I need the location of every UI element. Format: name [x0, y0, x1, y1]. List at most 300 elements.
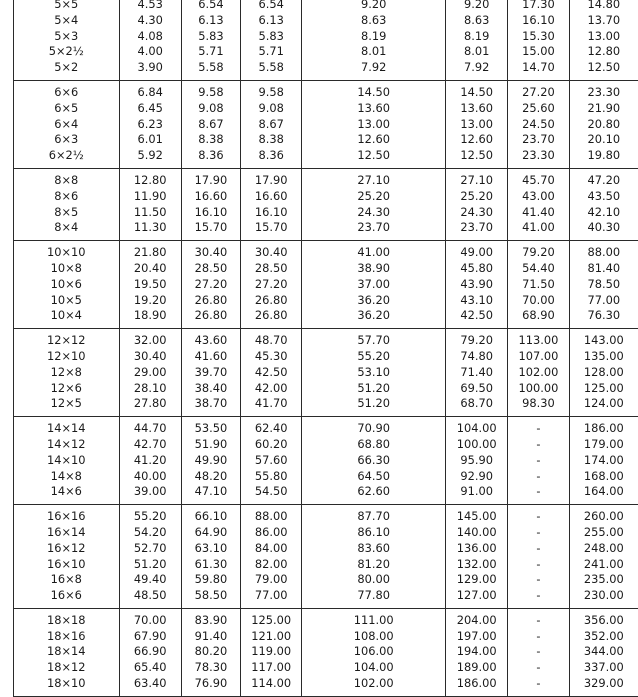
row-label-cell: 10×10	[14, 241, 120, 261]
value-cell: 248.00	[569, 541, 638, 557]
table-row	[14, 261, 638, 277]
table-row	[14, 541, 638, 557]
value-cell: 63.10	[181, 541, 240, 557]
value-cell: 8.63	[302, 13, 446, 29]
value-cell: 37.00	[302, 277, 446, 293]
table-row	[14, 557, 638, 573]
value-cell: 77.00	[241, 588, 302, 608]
value-cell: 42.50	[241, 365, 302, 381]
value-cell: 52.70	[119, 541, 181, 557]
value-cell: 117.00	[241, 660, 302, 676]
value-cell: 36.20	[302, 308, 446, 328]
row-label-cell: 14×14	[14, 417, 120, 437]
value-cell: 76.30	[569, 308, 638, 328]
table-row	[14, 588, 638, 608]
table-row	[14, 44, 638, 60]
value-cell: 43.00	[508, 189, 569, 205]
row-label-cell: 5×3	[14, 29, 120, 45]
value-cell: 7.92	[302, 60, 446, 80]
value-cell: 20.40	[119, 261, 181, 277]
value-cell: 39.70	[181, 365, 240, 381]
row-label-cell: 18×18	[14, 608, 120, 628]
value-cell: 26.80	[241, 308, 302, 328]
value-cell: 4.08	[119, 29, 181, 45]
value-cell: 44.70	[119, 417, 181, 437]
table-row	[14, 437, 638, 453]
value-cell: 5.58	[181, 60, 240, 80]
value-cell: 16.60	[181, 189, 240, 205]
value-cell: 54.20	[119, 525, 181, 541]
value-cell: 51.90	[181, 437, 240, 453]
value-cell: 5.92	[119, 148, 181, 168]
table-row	[14, 220, 638, 240]
value-cell: 45.70	[508, 168, 569, 188]
value-cell: 42.10	[569, 205, 638, 221]
value-cell: -	[508, 541, 569, 557]
table-row	[14, 381, 638, 397]
value-cell: 38.90	[302, 261, 446, 277]
value-cell: 27.10	[446, 168, 508, 188]
value-cell: 23.70	[302, 220, 446, 240]
value-cell: 57.60	[241, 453, 302, 469]
value-cell: -	[508, 557, 569, 573]
value-cell: 70.00	[119, 608, 181, 628]
value-cell: 79.20	[446, 329, 508, 349]
table-row	[14, 417, 638, 437]
value-cell: 70.00	[508, 293, 569, 309]
value-cell: 329.00	[569, 676, 638, 696]
table-row	[14, 13, 638, 29]
value-cell: 12.60	[302, 132, 446, 148]
table-row	[14, 453, 638, 469]
value-cell: 11.50	[119, 205, 181, 221]
value-cell: 36.20	[302, 293, 446, 309]
value-cell: 9.58	[181, 80, 240, 100]
value-cell: 19.20	[119, 293, 181, 309]
value-cell: 5.58	[241, 60, 302, 80]
table-row	[14, 676, 638, 696]
table-row	[14, 572, 638, 588]
value-cell: 23.70	[446, 220, 508, 240]
table-row	[14, 660, 638, 676]
value-cell: 4.53	[119, 0, 181, 13]
row-label-cell: 18×14	[14, 644, 120, 660]
table-row	[14, 608, 638, 628]
value-cell: 60.20	[241, 437, 302, 453]
value-cell: 7.92	[446, 60, 508, 80]
value-cell: 102.00	[508, 365, 569, 381]
value-cell: 47.20	[569, 168, 638, 188]
value-cell: 197.00	[446, 629, 508, 645]
value-cell: 9.08	[181, 101, 240, 117]
value-cell: 54.40	[508, 261, 569, 277]
row-label-cell: 14×10	[14, 453, 120, 469]
value-cell: 43.60	[181, 329, 240, 349]
value-cell: 5.71	[241, 44, 302, 60]
row-label-cell: 14×6	[14, 484, 120, 504]
value-cell: 51.20	[302, 396, 446, 416]
value-cell: 5.83	[241, 29, 302, 45]
value-cell: 68.90	[508, 308, 569, 328]
value-cell: 26.80	[241, 293, 302, 309]
value-cell: 80.00	[302, 572, 446, 588]
value-cell: -	[508, 660, 569, 676]
value-cell: 5.83	[181, 29, 240, 45]
value-cell: 45.80	[446, 261, 508, 277]
value-cell: 38.70	[181, 396, 240, 416]
value-cell: 13.70	[569, 13, 638, 29]
value-cell: 108.00	[302, 629, 446, 645]
value-cell: 66.90	[119, 644, 181, 660]
value-cell: 18.90	[119, 308, 181, 328]
row-label-cell: 5×5	[14, 0, 120, 13]
value-cell: 98.30	[508, 396, 569, 416]
table-row	[14, 308, 638, 328]
value-cell: 51.20	[119, 557, 181, 573]
value-cell: 6.54	[241, 0, 302, 13]
row-label-cell: 12×12	[14, 329, 120, 349]
value-cell: 21.90	[569, 101, 638, 117]
value-cell: 68.80	[302, 437, 446, 453]
value-cell: -	[508, 453, 569, 469]
value-cell: 41.00	[508, 220, 569, 240]
value-cell: 57.70	[302, 329, 446, 349]
value-cell: 15.30	[508, 29, 569, 45]
value-cell: 84.00	[241, 541, 302, 557]
value-cell: 39.00	[119, 484, 181, 504]
value-cell: 27.20	[241, 277, 302, 293]
value-cell: 55.80	[241, 469, 302, 485]
value-cell: 13.00	[302, 117, 446, 133]
table-row	[14, 29, 638, 45]
value-cell: 12.80	[119, 168, 181, 188]
value-cell: -	[508, 629, 569, 645]
value-cell: 16.10	[241, 205, 302, 221]
value-cell: 71.50	[508, 277, 569, 293]
value-cell: 100.00	[508, 381, 569, 397]
table-row	[14, 329, 638, 349]
value-cell: 79.20	[508, 241, 569, 261]
value-cell: 26.80	[181, 293, 240, 309]
value-cell: 102.00	[302, 676, 446, 696]
value-cell: 6.13	[181, 13, 240, 29]
value-cell: 78.30	[181, 660, 240, 676]
value-cell: 49.00	[446, 241, 508, 261]
value-cell: 69.50	[446, 381, 508, 397]
row-label-cell: 18×12	[14, 660, 120, 676]
value-cell: 6.54	[181, 0, 240, 13]
value-cell: 45.30	[241, 349, 302, 365]
value-cell: 24.50	[508, 117, 569, 133]
value-cell: 12.50	[302, 148, 446, 168]
value-cell: 235.00	[569, 572, 638, 588]
value-cell: 8.38	[241, 132, 302, 148]
row-label-cell: 12×5	[14, 396, 120, 416]
value-cell: 27.10	[302, 168, 446, 188]
value-cell: 23.30	[508, 148, 569, 168]
value-cell: 88.00	[241, 505, 302, 525]
value-cell: 41.60	[181, 349, 240, 365]
value-cell: -	[508, 505, 569, 525]
value-cell: 11.90	[119, 189, 181, 205]
value-cell: -	[508, 437, 569, 453]
value-cell: 204.00	[446, 608, 508, 628]
value-cell: 113.00	[508, 329, 569, 349]
row-label-cell: 16×16	[14, 505, 120, 525]
value-cell: 68.70	[446, 396, 508, 416]
table-row	[14, 117, 638, 133]
value-cell: 19.80	[569, 148, 638, 168]
value-cell: -	[508, 588, 569, 608]
value-cell: 12.80	[569, 44, 638, 60]
row-label-cell: 16×14	[14, 525, 120, 541]
value-cell: 62.60	[302, 484, 446, 504]
data-table	[13, 0, 638, 697]
value-cell: 48.70	[241, 329, 302, 349]
value-cell: 54.50	[241, 484, 302, 504]
value-cell: 65.40	[119, 660, 181, 676]
value-cell: 19.50	[119, 277, 181, 293]
value-cell: 104.00	[446, 417, 508, 437]
value-cell: 104.00	[302, 660, 446, 676]
value-cell: 135.00	[569, 349, 638, 365]
value-cell: 62.40	[241, 417, 302, 437]
table-row	[14, 60, 638, 80]
value-cell: 145.00	[446, 505, 508, 525]
table-row	[14, 469, 638, 485]
value-cell: 51.20	[302, 381, 446, 397]
value-cell: 27.80	[119, 396, 181, 416]
value-cell: 53.10	[302, 365, 446, 381]
value-cell: 13.00	[569, 29, 638, 45]
value-cell: 41.00	[302, 241, 446, 261]
row-label-cell: 5×2	[14, 60, 120, 80]
value-cell: 30.40	[181, 241, 240, 261]
value-cell: 15.00	[508, 44, 569, 60]
value-cell: 83.60	[302, 541, 446, 557]
table-row	[14, 0, 638, 13]
value-cell: 77.00	[569, 293, 638, 309]
value-cell: 42.50	[446, 308, 508, 328]
value-cell: 28.10	[119, 381, 181, 397]
value-cell: 61.30	[181, 557, 240, 573]
value-cell: 40.30	[569, 220, 638, 240]
row-label-cell: 5×4	[14, 13, 120, 29]
value-cell: 100.00	[446, 437, 508, 453]
value-cell: 80.20	[181, 644, 240, 660]
value-cell: 260.00	[569, 505, 638, 525]
row-label-cell: 8×8	[14, 168, 120, 188]
value-cell: 41.40	[508, 205, 569, 221]
value-cell: 17.30	[508, 0, 569, 13]
value-cell: 6.13	[241, 13, 302, 29]
value-cell: 12.50	[446, 148, 508, 168]
value-cell: 26.80	[181, 308, 240, 328]
value-cell: 27.20	[508, 80, 569, 100]
table-row	[14, 205, 638, 221]
value-cell: 168.00	[569, 469, 638, 485]
value-cell: 8.01	[302, 44, 446, 60]
value-cell: 71.40	[446, 365, 508, 381]
value-cell: 41.70	[241, 396, 302, 416]
value-cell: 114.00	[241, 676, 302, 696]
value-cell: 8.67	[181, 117, 240, 133]
value-cell: -	[508, 644, 569, 660]
value-cell: 43.10	[446, 293, 508, 309]
value-cell: 6.84	[119, 80, 181, 100]
value-cell: 6.45	[119, 101, 181, 117]
value-cell: 70.90	[302, 417, 446, 437]
value-cell: 91.40	[181, 629, 240, 645]
value-cell: -	[508, 572, 569, 588]
value-cell: 77.80	[302, 588, 446, 608]
value-cell: 86.10	[302, 525, 446, 541]
row-label-cell: 6×3	[14, 132, 120, 148]
value-cell: 8.36	[181, 148, 240, 168]
value-cell: 66.10	[181, 505, 240, 525]
value-cell: 15.70	[241, 220, 302, 240]
value-cell: -	[508, 676, 569, 696]
row-label-cell: 12×8	[14, 365, 120, 381]
row-label-cell: 10×6	[14, 277, 120, 293]
value-cell: 92.90	[446, 469, 508, 485]
value-cell: 64.90	[181, 525, 240, 541]
value-cell: 107.00	[508, 349, 569, 365]
value-cell: 13.60	[446, 101, 508, 117]
value-cell: 3.90	[119, 60, 181, 80]
row-label-cell: 16×8	[14, 572, 120, 588]
value-cell: 88.00	[569, 241, 638, 261]
row-label-cell: 10×5	[14, 293, 120, 309]
row-label-cell: 6×4	[14, 117, 120, 133]
value-cell: 78.50	[569, 277, 638, 293]
value-cell: 17.90	[181, 168, 240, 188]
value-cell: 119.00	[241, 644, 302, 660]
value-cell: 132.00	[446, 557, 508, 573]
value-cell: 127.00	[446, 588, 508, 608]
value-cell: 8.19	[446, 29, 508, 45]
table-row	[14, 132, 638, 148]
value-cell: 83.90	[181, 608, 240, 628]
value-cell: 4.00	[119, 44, 181, 60]
value-cell: 121.00	[241, 629, 302, 645]
row-label-cell: 8×6	[14, 189, 120, 205]
value-cell: 8.01	[446, 44, 508, 60]
value-cell: 14.80	[569, 0, 638, 13]
value-cell: 28.50	[181, 261, 240, 277]
table-row	[14, 277, 638, 293]
value-cell: 8.63	[446, 13, 508, 29]
value-cell: 30.40	[119, 349, 181, 365]
value-cell: 76.90	[181, 676, 240, 696]
value-cell: 41.20	[119, 453, 181, 469]
table-row	[14, 396, 638, 416]
value-cell: 128.00	[569, 365, 638, 381]
value-cell: 13.60	[302, 101, 446, 117]
table-row	[14, 293, 638, 309]
value-cell: 16.10	[181, 205, 240, 221]
value-cell: 12.60	[446, 132, 508, 148]
value-cell: 8.38	[181, 132, 240, 148]
row-label-cell: 16×12	[14, 541, 120, 557]
value-cell: 124.00	[569, 396, 638, 416]
table-row	[14, 365, 638, 381]
value-cell: 16.10	[508, 13, 569, 29]
value-cell: 23.30	[569, 80, 638, 100]
value-cell: 82.00	[241, 557, 302, 573]
value-cell: -	[508, 484, 569, 504]
value-cell: 6.23	[119, 117, 181, 133]
value-cell: 129.00	[446, 572, 508, 588]
table-row	[14, 80, 638, 100]
value-cell: 230.00	[569, 588, 638, 608]
value-cell: 20.10	[569, 132, 638, 148]
row-label-cell: 10×4	[14, 308, 120, 328]
value-cell: 49.90	[181, 453, 240, 469]
value-cell: 14.50	[302, 80, 446, 100]
value-cell: 53.50	[181, 417, 240, 437]
value-cell: 14.70	[508, 60, 569, 80]
value-cell: 12.50	[569, 60, 638, 80]
value-cell: 8.19	[302, 29, 446, 45]
value-cell: 189.00	[446, 660, 508, 676]
value-cell: 47.10	[181, 484, 240, 504]
value-cell: 24.30	[446, 205, 508, 221]
value-cell: 64.50	[302, 469, 446, 485]
value-cell: 86.00	[241, 525, 302, 541]
value-cell: 23.70	[508, 132, 569, 148]
value-cell: 42.70	[119, 437, 181, 453]
row-label-cell: 6×6	[14, 80, 120, 100]
value-cell: 136.00	[446, 541, 508, 557]
value-cell: 8.67	[241, 117, 302, 133]
table-row	[14, 349, 638, 365]
table-body	[14, 0, 638, 696]
value-cell: 6.01	[119, 132, 181, 148]
row-label-cell: 8×4	[14, 220, 120, 240]
value-cell: 43.50	[569, 189, 638, 205]
table-row	[14, 484, 638, 504]
value-cell: 5.71	[181, 44, 240, 60]
value-cell: 179.00	[569, 437, 638, 453]
table-row	[14, 505, 638, 525]
value-cell: -	[508, 608, 569, 628]
value-cell: 40.00	[119, 469, 181, 485]
value-cell: 25.20	[302, 189, 446, 205]
row-label-cell: 12×10	[14, 349, 120, 365]
row-label-cell: 6×5	[14, 101, 120, 117]
value-cell: 81.20	[302, 557, 446, 573]
value-cell: 255.00	[569, 525, 638, 541]
value-cell: 9.08	[241, 101, 302, 117]
value-cell: -	[508, 525, 569, 541]
row-label-cell: 12×6	[14, 381, 120, 397]
table-row	[14, 525, 638, 541]
table-row	[14, 644, 638, 660]
value-cell: -	[508, 417, 569, 437]
table-row	[14, 168, 638, 188]
value-cell: 20.80	[569, 117, 638, 133]
value-cell: 63.40	[119, 676, 181, 696]
value-cell: 74.80	[446, 349, 508, 365]
value-cell: 28.50	[241, 261, 302, 277]
value-cell: 15.70	[181, 220, 240, 240]
value-cell: 186.00	[569, 417, 638, 437]
value-cell: 194.00	[446, 644, 508, 660]
value-cell: 29.00	[119, 365, 181, 381]
value-cell: 48.20	[181, 469, 240, 485]
table-row	[14, 629, 638, 645]
